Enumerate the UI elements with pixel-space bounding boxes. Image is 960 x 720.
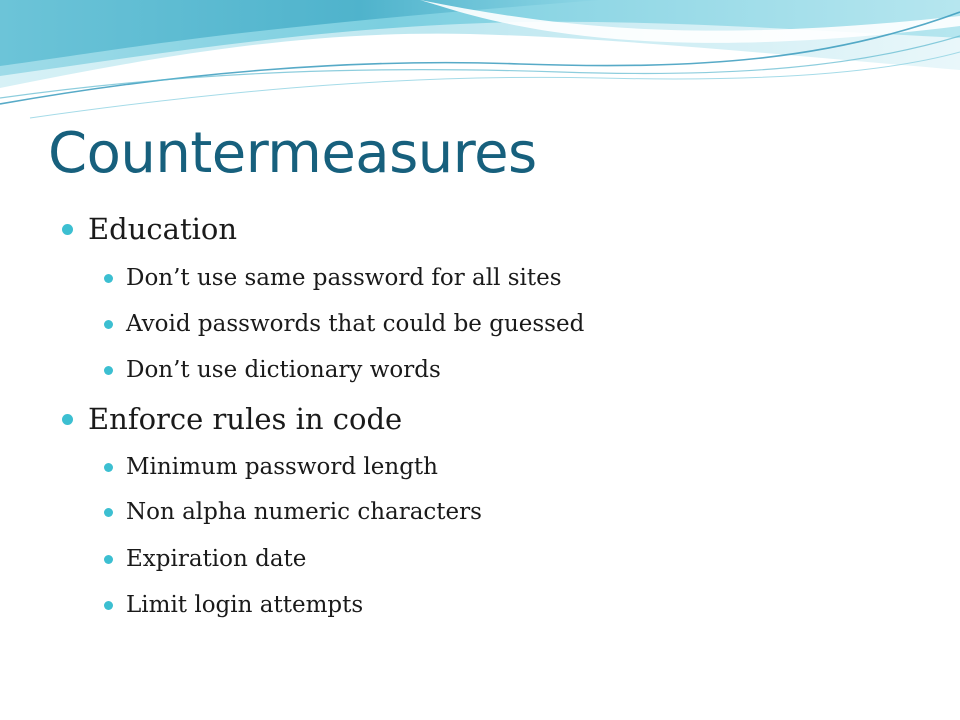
bullet-dot-icon [104, 274, 113, 283]
bullet-dot-icon [62, 224, 73, 235]
bullet-text: Expiration date [126, 546, 307, 572]
bullet-text: Enforce rules in code [88, 402, 403, 436]
bullet-text: Avoid passwords that could be guessed [126, 311, 585, 337]
sub-bullet-minimum-length [104, 452, 438, 482]
wave-header-decoration [0, 0, 960, 120]
sub-bullet-same-password [104, 263, 562, 293]
sub-bullet-avoid-guessable [104, 309, 584, 339]
bullet-dot-icon [62, 414, 73, 425]
slide-title: Countermeasures [48, 121, 537, 186]
bullet-dot-icon [104, 320, 113, 329]
bullet-text: Don’t use dictionary words [126, 357, 441, 383]
bullet-dot-icon [104, 508, 113, 517]
bullet-text: Minimum password length [126, 454, 438, 480]
bullet-text: Non alpha numeric characters [126, 499, 482, 525]
bullet-enforce-rules [62, 401, 402, 437]
bullet-dot-icon [104, 601, 113, 610]
sub-bullet-dictionary-words [104, 355, 441, 385]
bullet-dot-icon [104, 366, 113, 375]
bullet-dot-icon [104, 463, 113, 472]
bullet-dot-icon [104, 555, 113, 564]
sub-bullet-login-attempts [104, 590, 363, 620]
bullet-text: Don’t use same password for all sites [126, 265, 562, 291]
sub-bullet-non-alpha-numeric [104, 497, 482, 527]
bullet-text: Education [88, 212, 238, 246]
wave-line-3 [30, 52, 960, 118]
sub-bullet-expiration-date [104, 544, 306, 574]
bullet-text: Limit login attempts [126, 592, 364, 618]
bullet-education [62, 211, 237, 247]
